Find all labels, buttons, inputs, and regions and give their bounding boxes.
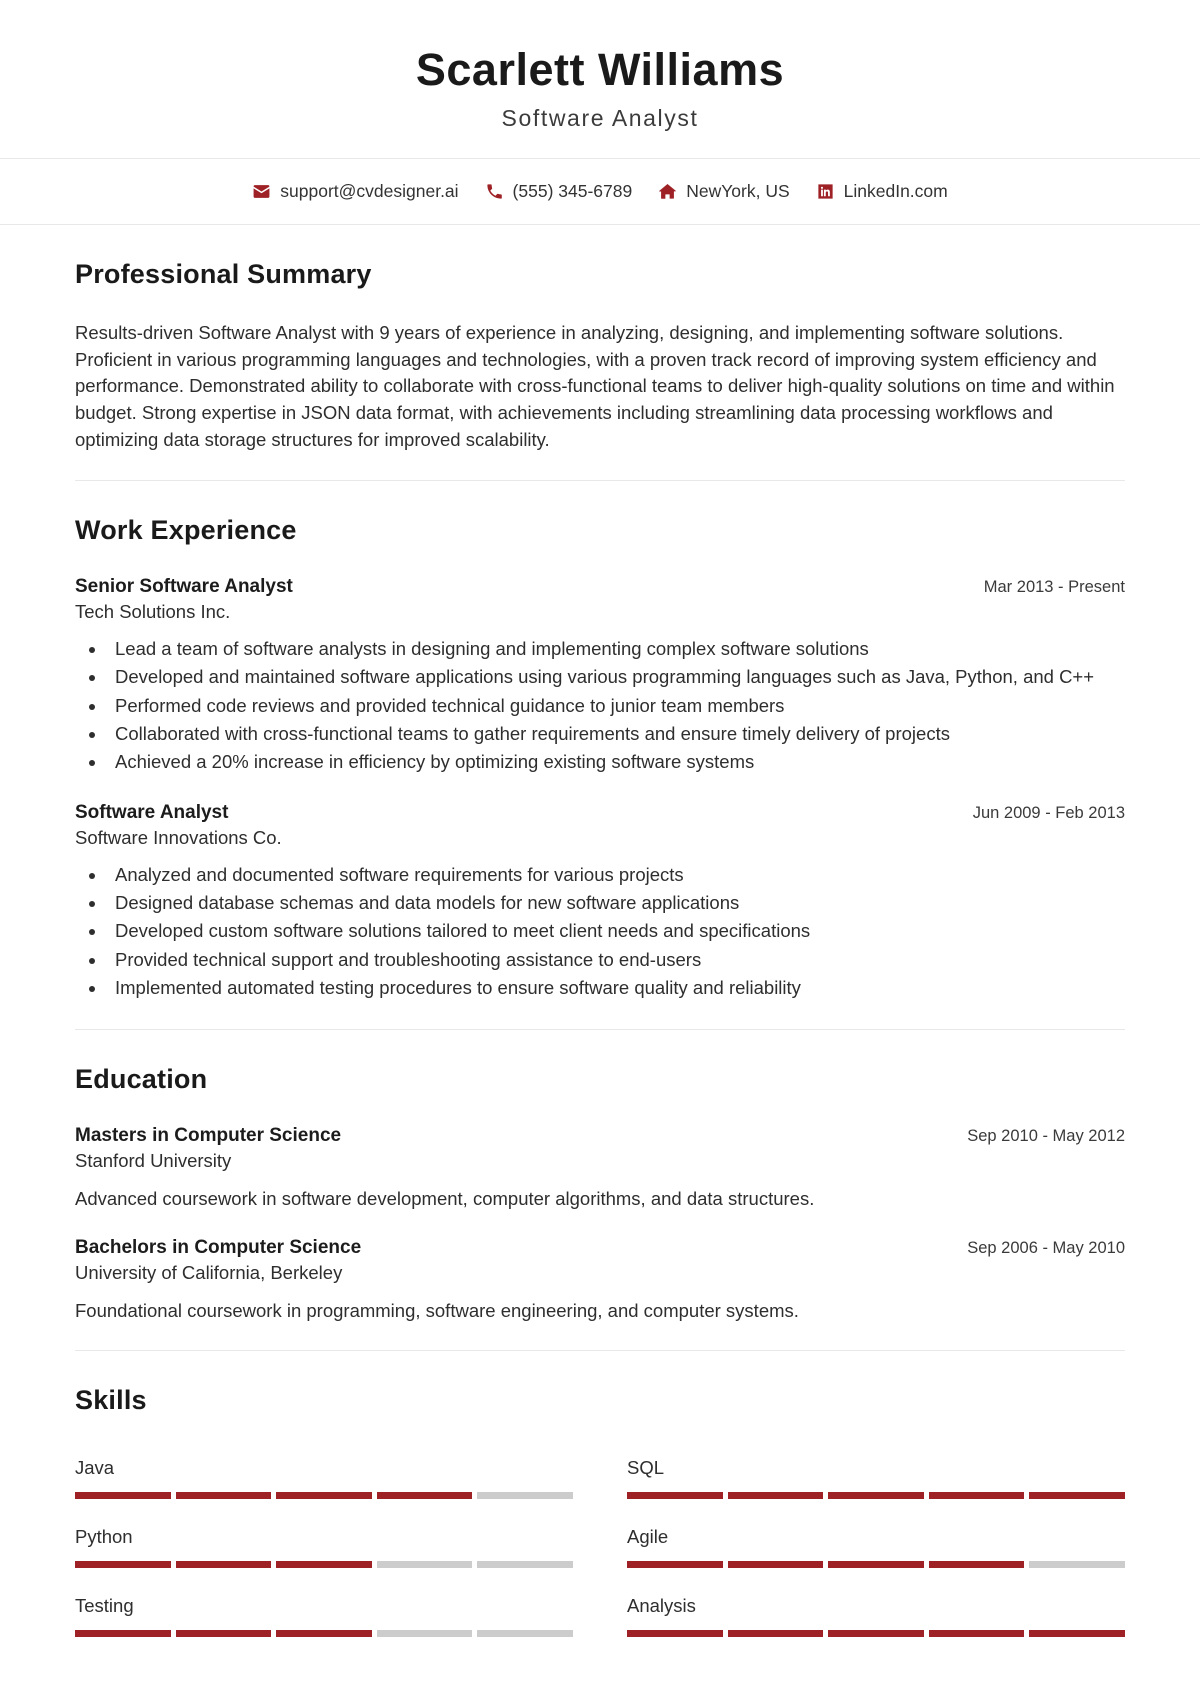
work-entry-header xyxy=(75,576,1125,598)
contact-location-label: NewYork, US xyxy=(686,180,790,201)
skill-segment xyxy=(477,1561,573,1568)
skill-level-bar xyxy=(75,1561,573,1568)
contact-bar xyxy=(0,159,1200,225)
work-entry-bullets xyxy=(107,861,1125,1002)
skill-segment xyxy=(377,1630,473,1637)
education-entry-header xyxy=(75,1125,1125,1147)
skill-label: Testing xyxy=(75,1595,134,1617)
skill-level-bar xyxy=(627,1630,1125,1637)
skill-segment xyxy=(1029,1561,1125,1568)
skill-item xyxy=(75,1515,573,1582)
education-entry xyxy=(75,1237,1125,1324)
skill-segment xyxy=(828,1630,924,1637)
work-entry-role: Senior Software Analyst xyxy=(75,575,293,597)
skills-grid xyxy=(75,1446,1125,1651)
skill-level-bar xyxy=(75,1630,573,1637)
section-work-experience xyxy=(75,480,1125,1029)
candidate-job-title: Software Analyst xyxy=(501,104,699,131)
skill-segment xyxy=(627,1630,723,1637)
education-entry-header xyxy=(75,1237,1125,1259)
contact-linkedin-label: LinkedIn.com xyxy=(843,180,948,201)
skill-segment xyxy=(377,1492,473,1499)
skill-segment xyxy=(828,1561,924,1568)
skill-segment xyxy=(75,1492,171,1499)
work-entry-bullets xyxy=(107,635,1125,776)
education-school: University of California, Berkeley xyxy=(75,1262,343,1284)
skill-label: SQL xyxy=(627,1457,665,1479)
skill-segment xyxy=(75,1561,171,1568)
contact-item-linkedin[interactable] xyxy=(816,181,948,202)
home-icon xyxy=(658,182,677,201)
education-degree: Masters in Computer Science xyxy=(75,1124,342,1146)
linkedin-icon xyxy=(816,182,835,201)
skill-label: Analysis xyxy=(627,1595,696,1617)
summary-text: Results-driven Software Analyst with 9 years of experience in analyzing, designing, and implementing software solutions. Proficient in various programming languages and technologies, with a proven track record of improving system efficiency and performance. Demonstrated ability to collaborate with cross-functional teams to deliver high-quality solutions on time and within budget. Strong expertise in JSON data format, with achievements including streamlining data processing workflows and optimizing data storage structures for improved scalability. xyxy=(75,321,1115,450)
section-title-work-experience: Work Experience xyxy=(75,514,297,545)
skill-segment xyxy=(276,1630,372,1637)
skill-segment xyxy=(477,1492,573,1499)
skill-segment xyxy=(627,1561,723,1568)
education-date: Sep 2006 - May 2010 xyxy=(967,1239,1125,1258)
skill-segment xyxy=(377,1561,473,1568)
contact-item-phone[interactable] xyxy=(485,181,633,202)
work-entry-date: Jun 2009 - Feb 2013 xyxy=(972,803,1125,822)
education-school: Stanford University xyxy=(75,1149,232,1171)
work-entry-company: Software Innovations Co. xyxy=(75,826,282,848)
list-item: • Performed code reviews and provided technical guidance to junior team members xyxy=(107,692,1125,719)
section-skills xyxy=(75,1350,1125,1677)
skill-item xyxy=(75,1446,573,1513)
skill-label: Java xyxy=(75,1457,115,1479)
skill-level-bar xyxy=(627,1561,1125,1568)
skill-segment xyxy=(276,1561,372,1568)
skill-item xyxy=(75,1584,573,1651)
work-entry xyxy=(75,802,1125,1002)
education-description: Foundational coursework in programming, software engineering, and computer systems. xyxy=(75,1300,799,1322)
skill-segment xyxy=(75,1630,171,1637)
education-degree: Bachelors in Computer Science xyxy=(75,1237,362,1259)
list-item: • Provided technical support and troubleshooting assistance to end-users xyxy=(107,946,1125,973)
envelope-icon xyxy=(252,182,271,201)
list-item: • Collaborated with cross-functional teams to gather requirements and ensure timely delivery of projects xyxy=(107,720,1125,747)
skill-segment xyxy=(176,1630,272,1637)
list-item: • Achieved a 20% increase in efficiency by optimizing existing software systems xyxy=(107,748,1125,775)
contact-phone-label: (555) 345-6789 xyxy=(512,180,633,201)
skill-item xyxy=(627,1515,1125,1582)
skill-segment xyxy=(627,1492,723,1499)
list-item: • Designed database schemas and data models for new software applications xyxy=(107,889,1125,916)
section-title-skills: Skills xyxy=(75,1385,147,1416)
work-entry-company: Tech Solutions Inc. xyxy=(75,600,231,622)
education-entry xyxy=(75,1125,1125,1212)
work-entry-date: Mar 2013 - Present xyxy=(983,577,1125,596)
section-title-education: Education xyxy=(75,1063,208,1094)
section-professional-summary xyxy=(75,225,1125,480)
skill-item xyxy=(627,1446,1125,1513)
work-entry xyxy=(75,576,1125,776)
skill-segment xyxy=(828,1492,924,1499)
skill-label: Python xyxy=(75,1526,133,1548)
phone-icon xyxy=(485,182,504,201)
skill-segment xyxy=(728,1492,824,1499)
list-item: • Developed custom software solutions tailored to meet client needs and specifications xyxy=(107,917,1125,944)
candidate-name: Scarlett Williams xyxy=(415,44,785,95)
contact-email-label: support@cvdesigner.ai xyxy=(280,180,459,201)
list-item: • Analyzed and documented software requirements for various projects xyxy=(107,861,1125,888)
skill-segment xyxy=(929,1492,1025,1499)
skill-segment xyxy=(1029,1492,1125,1499)
resume-header xyxy=(0,0,1200,159)
skill-segment xyxy=(1029,1630,1125,1637)
skill-level-bar xyxy=(627,1492,1125,1499)
skill-segment xyxy=(176,1561,272,1568)
skill-segment xyxy=(728,1561,824,1568)
skill-item xyxy=(627,1584,1125,1651)
section-education xyxy=(75,1029,1125,1351)
education-description: Advanced coursework in software development, computer algorithms, and data structures. xyxy=(75,1187,815,1209)
section-title-summary: Professional Summary xyxy=(75,258,372,289)
work-entry-header xyxy=(75,802,1125,824)
skill-segment xyxy=(477,1630,573,1637)
skill-segment xyxy=(728,1630,824,1637)
resume-body xyxy=(0,225,1200,1678)
skill-segment xyxy=(276,1492,372,1499)
education-date: Sep 2010 - May 2012 xyxy=(967,1126,1125,1145)
list-item: • Lead a team of software analysts in designing and implementing complex software solutions xyxy=(107,635,1125,662)
contact-item-email[interactable] xyxy=(252,181,458,202)
list-item: • Developed and maintained software applications using various programming languages such as Java, Python, and C++ xyxy=(107,663,1125,690)
contact-item-location[interactable] xyxy=(658,181,789,202)
skill-segment xyxy=(929,1561,1025,1568)
skill-segment xyxy=(176,1492,272,1499)
skill-label: Agile xyxy=(627,1526,669,1548)
skill-level-bar xyxy=(75,1492,573,1499)
work-entry-role: Software Analyst xyxy=(75,801,229,823)
list-item: • Implemented automated testing procedures to ensure software quality and reliability xyxy=(107,974,1125,1001)
skill-segment xyxy=(929,1630,1025,1637)
